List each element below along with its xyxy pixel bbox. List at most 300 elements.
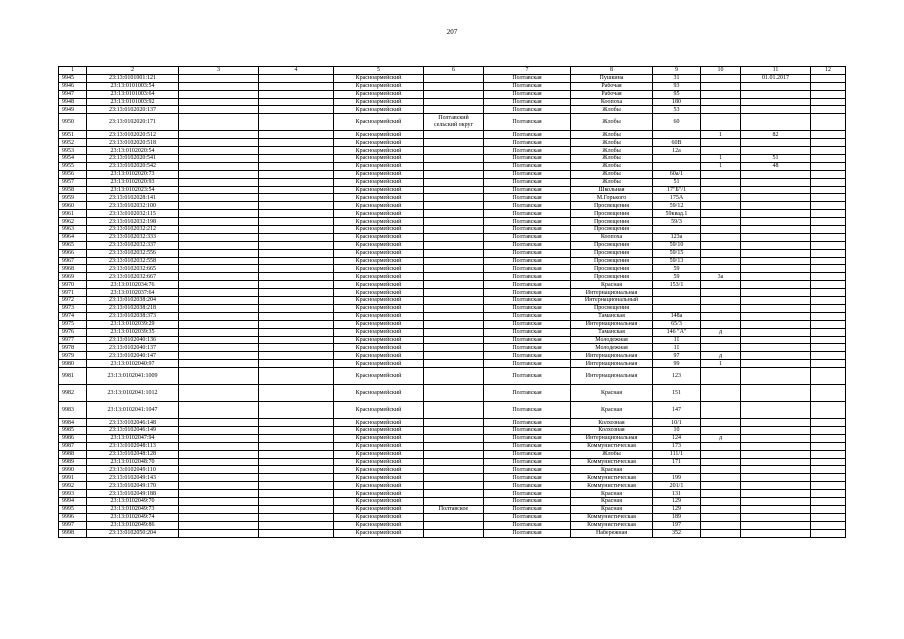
table-cell: 23:13:0102032:667 (87, 273, 179, 281)
table-row (59, 297, 846, 305)
table-cell: Красноармейский (334, 419, 424, 427)
table-cell: Полтавская (484, 513, 571, 521)
table-cell (811, 385, 846, 402)
table-row (59, 273, 846, 281)
table-cell: 9959 (59, 194, 87, 202)
table-cell: 197 (653, 521, 701, 529)
table-row (59, 147, 846, 155)
table-cell: 9966 (59, 249, 87, 257)
table-cell (179, 210, 259, 218)
table-row (59, 352, 846, 360)
table-cell (741, 210, 811, 218)
table-cell: Школьная (571, 186, 653, 194)
table-row (59, 304, 846, 312)
table-row (59, 170, 846, 178)
table-cell: 23:13:0102023:54 (87, 186, 179, 194)
table-cell: 9986 (59, 434, 87, 442)
table-cell (701, 490, 741, 498)
table-cell: д (701, 328, 741, 336)
table-cell (811, 482, 846, 490)
table-cell: 23:13:0102046:148 (87, 419, 179, 427)
table-cell (259, 233, 334, 241)
table-cell: 23:13:0102039:35 (87, 328, 179, 336)
table-cell (811, 497, 846, 505)
table-cell (259, 273, 334, 281)
table-cell (811, 458, 846, 466)
table-cell: 23:13:0102041:1012 (87, 385, 179, 402)
table-cell: 9988 (59, 450, 87, 458)
table-cell (179, 368, 259, 385)
table-cell (424, 218, 484, 226)
table-cell (424, 352, 484, 360)
table-cell (179, 297, 259, 305)
table-cell (701, 289, 741, 297)
table-cell (179, 202, 259, 210)
table-cell: Красноармейский (334, 505, 424, 513)
table-cell (701, 344, 741, 352)
table-cell: Полтавская (484, 426, 571, 434)
table-cell (179, 155, 259, 163)
table-cell: Полтавская (484, 170, 571, 178)
table-cell: 23:13:0102049:143 (87, 474, 179, 482)
table-cell (259, 352, 334, 360)
header-row (59, 67, 846, 75)
table-cell (179, 218, 259, 226)
table-cell (701, 194, 741, 202)
table-row (59, 336, 846, 344)
table-cell (259, 402, 334, 419)
table-cell: 23:13:0102020:542 (87, 162, 179, 170)
table-row (59, 368, 846, 385)
table-cell (259, 82, 334, 90)
table-cell (424, 328, 484, 336)
column-header: 9 (653, 67, 701, 75)
table-cell (179, 497, 259, 505)
table-cell (259, 218, 334, 226)
table-cell: Красноармейский (334, 218, 424, 226)
table-cell: Коммунистическая (571, 474, 653, 482)
table-cell: Полтавская (484, 352, 571, 360)
table-cell (701, 368, 741, 385)
table-cell (424, 336, 484, 344)
table-cell: 82 (741, 131, 811, 139)
table-cell: Рабочая (571, 82, 653, 90)
table-cell (811, 402, 846, 419)
table-row (59, 419, 846, 427)
table-cell: 9955 (59, 162, 87, 170)
table-cell (179, 352, 259, 360)
table-cell: Жлобы (571, 155, 653, 163)
table-cell (741, 320, 811, 328)
table-cell (811, 434, 846, 442)
table-cell: 23:13:0102041:1047 (87, 402, 179, 419)
table-cell (741, 241, 811, 249)
table-cell (741, 385, 811, 402)
table-cell: 9972 (59, 297, 87, 305)
table-cell: 23:13:0102020:541 (87, 155, 179, 163)
table-cell: Красноармейский (334, 273, 424, 281)
table-cell: 9963 (59, 226, 87, 234)
table-cell: Рабочая (571, 90, 653, 98)
table-cell: М.Горького (571, 194, 653, 202)
table-cell: Просвещения (571, 265, 653, 273)
table-cell (701, 336, 741, 344)
table-cell (811, 202, 846, 210)
table-cell (811, 155, 846, 163)
table-cell (811, 419, 846, 427)
table-cell (259, 490, 334, 498)
table-cell: 23:13:0102041:1009 (87, 368, 179, 385)
table-cell: 123а (653, 233, 701, 241)
table-cell: 9992 (59, 482, 87, 490)
table-cell: 59квад.1 (653, 210, 701, 218)
table-cell (424, 186, 484, 194)
table-cell (701, 497, 741, 505)
table-cell: Красноармейский (334, 106, 424, 114)
table-cell (424, 178, 484, 186)
table-cell (701, 513, 741, 521)
table-row (59, 513, 846, 521)
table-cell (741, 360, 811, 368)
table-cell (259, 466, 334, 474)
table-row (59, 210, 846, 218)
table-cell: Полтавская (484, 434, 571, 442)
table-cell: Коммунистическая (571, 521, 653, 529)
table-cell (811, 162, 846, 170)
table-cell: Красноармейский (334, 281, 424, 289)
table-cell: Колхозная (571, 426, 653, 434)
table-row (59, 233, 846, 241)
table-cell: 23:13:0102032:212 (87, 226, 179, 234)
table-cell: Коммунистическая (571, 482, 653, 490)
table-cell: 171 (653, 458, 701, 466)
column-header: 6 (424, 67, 484, 75)
table-cell (424, 273, 484, 281)
table-cell (424, 289, 484, 297)
table-cell: Красноармейский (334, 385, 424, 402)
table-cell (741, 312, 811, 320)
table-cell: 23:13:0101003:92 (87, 98, 179, 106)
table-cell: 9970 (59, 281, 87, 289)
table-cell: 23:13:0102049:73 (87, 505, 179, 513)
table-cell: 173 (653, 442, 701, 450)
table-cell (259, 186, 334, 194)
table-cell: Красноармейский (334, 450, 424, 458)
table-cell: д (701, 434, 741, 442)
table-cell (259, 98, 334, 106)
table-cell (701, 170, 741, 178)
table-cell (424, 490, 484, 498)
table-cell: Красноармейский (334, 178, 424, 186)
table-cell: 23:13:0102039:29 (87, 320, 179, 328)
table-cell: 23:13:0102049:188 (87, 490, 179, 498)
table-cell: 9947 (59, 90, 87, 98)
table-cell (179, 482, 259, 490)
table-cell (741, 336, 811, 344)
table-cell: 51 (653, 178, 701, 186)
table-cell: Красноармейский (334, 529, 424, 537)
table-cell (811, 505, 846, 513)
table-cell: Красная (571, 385, 653, 402)
table-cell: Красная (571, 402, 653, 419)
table-cell: Полтавская (484, 442, 571, 450)
table-cell (259, 257, 334, 265)
table-cell (179, 328, 259, 336)
table-row (59, 312, 846, 320)
table-cell: Красноармейский (334, 352, 424, 360)
table-cell: Полтавская (484, 304, 571, 312)
table-cell: 23:13:0101003:54 (87, 82, 179, 90)
table-cell (653, 304, 701, 312)
table-cell (259, 139, 334, 147)
table-cell: Красноармейский (334, 194, 424, 202)
table-cell: 23:13:0102020:93 (87, 178, 179, 186)
table-cell: Просвещения (571, 257, 653, 265)
table-cell: Просвещения (571, 202, 653, 210)
table-cell (424, 233, 484, 241)
table-cell (811, 360, 846, 368)
table-cell: Полтавская (484, 218, 571, 226)
table-cell (701, 186, 741, 194)
table-cell: Полтавская (484, 226, 571, 234)
table-cell (259, 241, 334, 249)
table-cell (701, 297, 741, 305)
table-row (59, 178, 846, 186)
table-cell: 23:13:0102040:97 (87, 360, 179, 368)
table-cell: Красноармейский (334, 139, 424, 147)
table-cell (701, 226, 741, 234)
table-cell (424, 147, 484, 155)
table-cell: 1 (701, 131, 741, 139)
table-cell (424, 106, 484, 114)
table-cell: Жлобы (571, 106, 653, 114)
table-cell (179, 474, 259, 482)
table-cell: 9990 (59, 466, 87, 474)
table-cell: Интернациональная (571, 360, 653, 368)
table-cell: 59/10 (653, 241, 701, 249)
table-cell: Молодежная (571, 336, 653, 344)
table-cell (179, 304, 259, 312)
table-cell: Красноармейский (334, 312, 424, 320)
table-cell: 9964 (59, 233, 87, 241)
table-row (59, 218, 846, 226)
table-cell: Полтавская (484, 328, 571, 336)
table-cell (179, 265, 259, 273)
table-cell (811, 312, 846, 320)
table-cell (811, 442, 846, 450)
table-cell: Просвещения (571, 218, 653, 226)
table-cell (653, 297, 701, 305)
table-cell (179, 226, 259, 234)
table-cell (653, 131, 701, 139)
table-cell: 9975 (59, 320, 87, 328)
table-cell: Просвещения (571, 249, 653, 257)
table-cell (259, 385, 334, 402)
table-cell: 153/1 (653, 281, 701, 289)
table-cell: 9983 (59, 402, 87, 419)
table-cell (424, 521, 484, 529)
table-cell (741, 328, 811, 336)
table-cell (179, 490, 259, 498)
table-cell: 148а (653, 312, 701, 320)
table-cell: Полтавская (484, 249, 571, 257)
table-cell: Таманская (571, 312, 653, 320)
table-cell: 9977 (59, 336, 87, 344)
table-cell: Жлобы (571, 450, 653, 458)
table-cell (741, 233, 811, 241)
table-cell: 131 (653, 490, 701, 498)
table-cell (701, 312, 741, 320)
table-cell: Полтавская (484, 344, 571, 352)
table-row (59, 106, 846, 114)
table-cell (701, 218, 741, 226)
table-cell (259, 426, 334, 434)
table-cell: 23:13:0102032:665 (87, 265, 179, 273)
table-cell: Полтавская (484, 202, 571, 210)
table-cell: 23:13:0102040:136 (87, 336, 179, 344)
table-cell (811, 139, 846, 147)
table-cell (259, 155, 334, 163)
table-cell: Полтавская (484, 521, 571, 529)
table-cell: 175А (653, 194, 701, 202)
table-cell (811, 106, 846, 114)
table-cell (741, 202, 811, 210)
table-cell: 51 (741, 155, 811, 163)
table-cell: Полтавская (484, 474, 571, 482)
table-cell (653, 466, 701, 474)
table-cell (259, 505, 334, 513)
table-cell (741, 98, 811, 106)
table-cell: Полтавская (484, 90, 571, 98)
table-cell (811, 233, 846, 241)
table-cell: Красноармейский (334, 170, 424, 178)
table-cell (424, 442, 484, 450)
table-cell: Красноармейский (334, 155, 424, 163)
table-cell: Жлобы (571, 114, 653, 131)
table-cell (424, 170, 484, 178)
table-cell (811, 170, 846, 178)
table-cell (811, 90, 846, 98)
table-cell (424, 482, 484, 490)
table-cell (259, 281, 334, 289)
table-cell: Полтавская (484, 114, 571, 131)
table-cell: 23:13:0102020:54 (87, 147, 179, 155)
table-cell (179, 529, 259, 537)
table-cell (701, 304, 741, 312)
table-cell (424, 90, 484, 98)
table-cell (259, 202, 334, 210)
table-cell: 201/1 (653, 482, 701, 490)
table-cell: 9967 (59, 257, 87, 265)
table-cell: 23:13:0102047:94 (87, 434, 179, 442)
table-cell: 23:13:0102049:110 (87, 466, 179, 474)
table-cell: Пушкина (571, 74, 653, 82)
table-cell: Красноармейский (334, 114, 424, 131)
table-cell (179, 344, 259, 352)
table-cell: д (701, 352, 741, 360)
table-cell: 23:13:0102040:137 (87, 344, 179, 352)
table-cell: Красноармейский (334, 368, 424, 385)
table-cell (259, 360, 334, 368)
table-cell (811, 241, 846, 249)
table-cell: Интернациональная (571, 352, 653, 360)
table-cell: Красноармейский (334, 147, 424, 155)
table-cell (811, 131, 846, 139)
table-cell (259, 328, 334, 336)
table-cell: 9969 (59, 273, 87, 281)
table-cell: 23:13:0102020:512 (87, 131, 179, 139)
table-cell: Полтавская (484, 320, 571, 328)
table-cell (424, 513, 484, 521)
table-cell: 23:13:0102038:218 (87, 304, 179, 312)
table-cell: Красная (571, 466, 653, 474)
table-cell (179, 249, 259, 257)
table-cell (259, 90, 334, 98)
table-cell (811, 336, 846, 344)
table-cell (811, 474, 846, 482)
table-cell (424, 74, 484, 82)
table-cell (424, 241, 484, 249)
table-cell (811, 265, 846, 273)
table-cell (424, 210, 484, 218)
table-row (59, 139, 846, 147)
table-cell: 1 (701, 155, 741, 163)
table-cell: Полтавская (484, 458, 571, 466)
table-cell (179, 402, 259, 419)
table-cell: Полтавская (484, 385, 571, 402)
table-cell (701, 521, 741, 529)
table-cell (811, 98, 846, 106)
table-cell (741, 513, 811, 521)
table-cell: Полтавская (484, 106, 571, 114)
table-cell (424, 426, 484, 434)
table-cell (701, 139, 741, 147)
table-cell: Полтавская (484, 131, 571, 139)
table-cell: 124 (653, 434, 701, 442)
table-cell: 60а/1 (653, 170, 701, 178)
table-cell: Полтавская (484, 257, 571, 265)
table-cell: 48 (741, 162, 811, 170)
table-cell: Красноармейский (334, 90, 424, 98)
table-cell (701, 147, 741, 155)
table-cell: 9956 (59, 170, 87, 178)
table-cell: 59/3 (653, 218, 701, 226)
table-cell: 9946 (59, 82, 87, 90)
table-cell: Полтавская (484, 82, 571, 90)
table-cell (811, 320, 846, 328)
table-cell (741, 458, 811, 466)
table-cell: 9996 (59, 513, 87, 521)
table-row (59, 402, 846, 419)
table-cell (424, 249, 484, 257)
table-cell (259, 289, 334, 297)
table-row (59, 360, 846, 368)
table-cell: Полтавская (484, 98, 571, 106)
table-cell: Коопоха (571, 98, 653, 106)
table-cell (741, 170, 811, 178)
table-cell: 9984 (59, 419, 87, 427)
table-cell (811, 490, 846, 498)
table-cell: 23:13:0102032:337 (87, 241, 179, 249)
table-cell: Красноармейский (334, 249, 424, 257)
table-cell (701, 74, 741, 82)
table-cell: Интернациональная (571, 434, 653, 442)
table-cell: Красноармейский (334, 328, 424, 336)
column-header: 2 (87, 67, 179, 75)
table-cell (741, 344, 811, 352)
table-cell (259, 450, 334, 458)
table-cell (811, 74, 846, 82)
